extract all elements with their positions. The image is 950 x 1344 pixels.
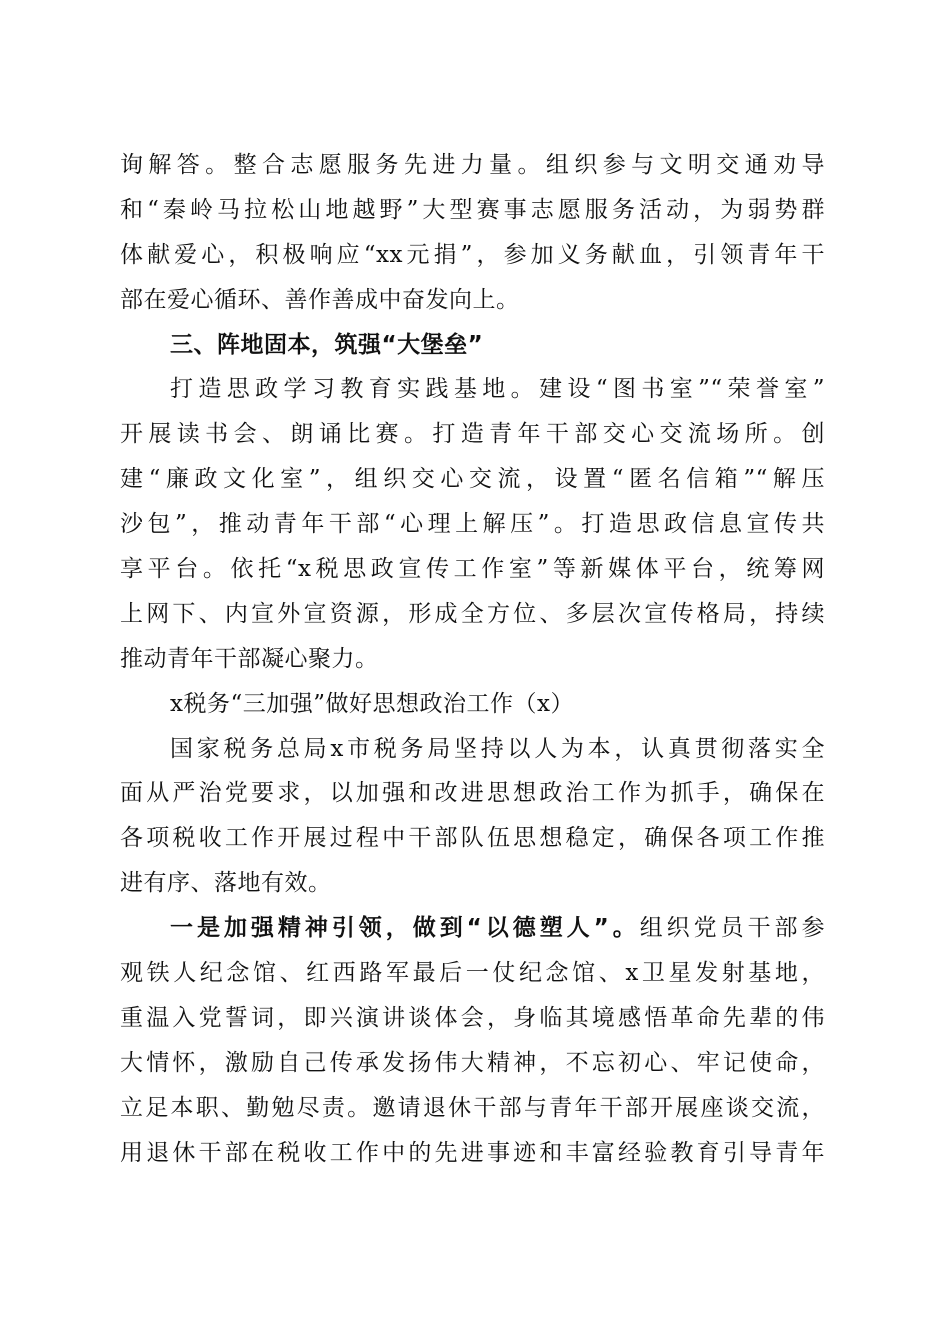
text-line: 大情怀，激励自己传承发扬伟大精神，不忘初心、牢记使命， [120, 1049, 825, 1076]
text-line: 用退休干部在税收工作中的先进事迹和丰富经验教育引导青年 [120, 1139, 825, 1166]
text-line: 开展读书会、朗诵比赛。打造青年干部交心交流场所。创 [120, 421, 825, 448]
paragraph-lead: 一是加强精神引领，做到“以德塑人”。 [170, 915, 640, 942]
text-line: 体献爱心，积极响应“xx元捐”，参加义务献血，引领青年干 [120, 241, 825, 268]
text-line: 立足本职、勤勉尽责。邀请退休干部与青年干部开展座谈交流， [120, 1094, 825, 1121]
text-line: 享平台。依托“x税思政宣传工作室”等新媒体平台，统筹网 [120, 556, 825, 583]
text-line: 建“廉政文化室”，组织交心交流，设置“匿名信箱”“解压 [120, 466, 825, 493]
text-line: 沙包”，推动青年干部“心理上解压”。打造思政信息宣传共 [120, 511, 825, 538]
text-line: 部在爱心循环、善作善成中奋发向上。 [120, 286, 520, 313]
section-heading: 三、阵地固本，筑强“大堡垒” [170, 331, 484, 358]
text-line: 面从严治党要求，以加强和改进思想政治工作为抓手，确保在 [120, 780, 825, 807]
text-line: 推动青年干部凝心聚力。 [120, 645, 379, 672]
text-line: 进有序、落地有效。 [120, 870, 332, 897]
text-line: 打造思政学习教育实践基地。建设“图书室”“荣誉室” [170, 376, 825, 403]
text-line: 重温入党誓词，即兴演讲谈体会，身临其境感悟革命先辈的伟 [120, 1004, 825, 1031]
paragraph-text: 组织党员干部参 [639, 915, 825, 942]
text-line: 观铁人纪念馆、红西路军最后一仗纪念馆、x卫星发射基地， [120, 960, 825, 987]
text-line: 国家税务总局x市税务局坚持以人为本，认真贯彻落实全 [170, 735, 825, 762]
document-body [120, 143, 825, 1175]
article-title: x税务“三加强”做好思想政治工作（x） [170, 690, 574, 717]
text-line: 询解答。整合志愿服务先进力量。组织参与文明交通劝导 [120, 152, 825, 178]
text-line [120, 906, 825, 951]
text-line: 各项税收工作开展过程中干部队伍思想稳定，确保各项工作推 [120, 825, 825, 852]
text-line: 和“秦岭马拉松山地越野”大型赛事志愿服务活动，为弱势群 [120, 196, 825, 223]
text-line: 上网下、内宣外宣资源，形成全方位、多层次宣传格局，持续 [120, 600, 825, 627]
